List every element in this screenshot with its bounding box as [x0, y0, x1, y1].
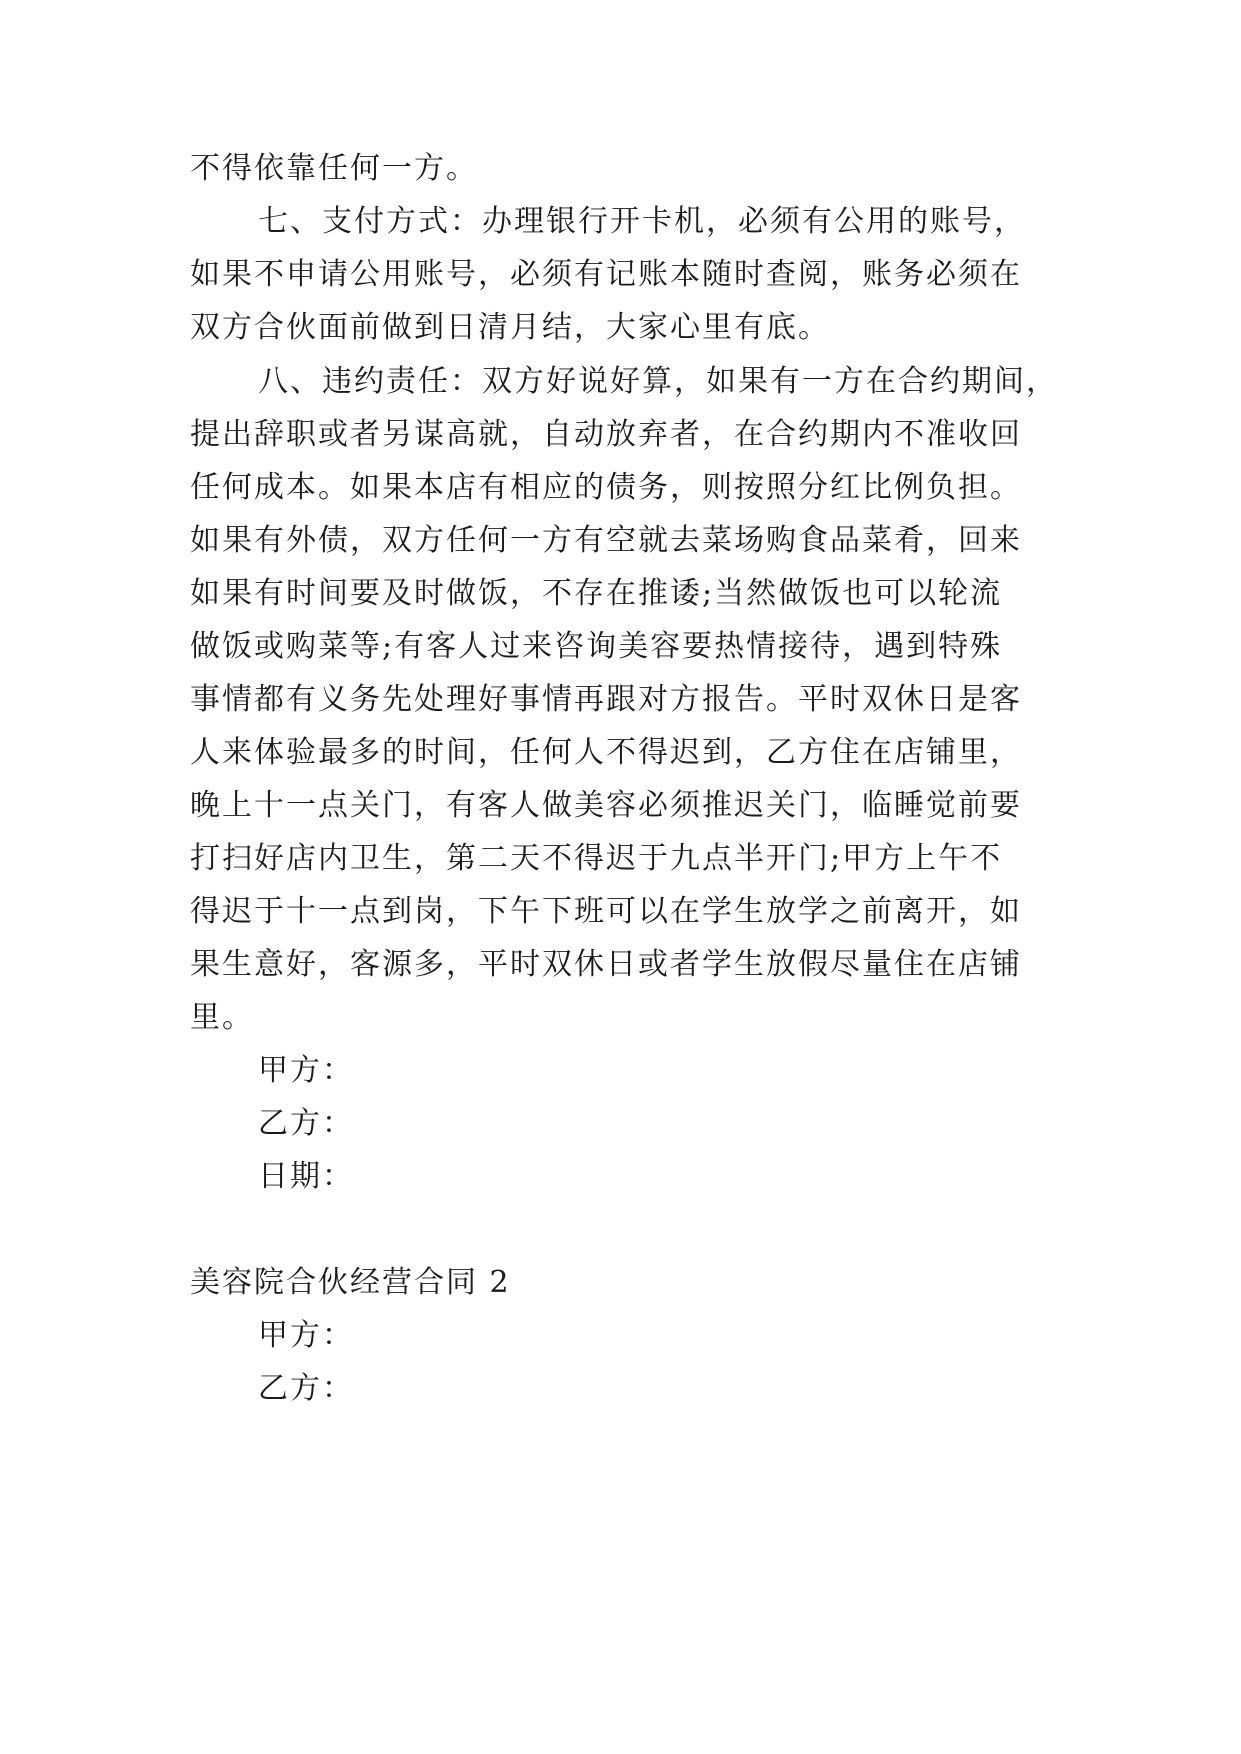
paragraph-line: 做饭或购菜等;有客人过来咨询美容要热情接待，遇到特殊	[190, 629, 1003, 664]
contract-2-party-a-label: 甲方：	[258, 1318, 354, 1353]
paragraph-line: 得迟于十一点到岗，下午下班可以在学生放学之前离开，如	[190, 894, 1022, 929]
paragraph-line: 果生意好，客源多，平时双休日或者学生放假尽量住在店铺	[190, 947, 1022, 982]
paragraph-line: 如果不申请公用账号，必须有记账本随时查阅，账务必须在	[190, 257, 1022, 292]
party-b-signature-label: 乙方：	[258, 1106, 354, 1141]
paragraph-line: 提出辞职或者另谋高就，自动放弃者，在合约期内不准收回	[190, 417, 1022, 452]
paragraph-line: 如果有外债，双方任何一方有空就去菜场购食品菜肴，回来	[190, 523, 1022, 558]
paragraph-line: 人来体验最多的时间，任何人不得迟到，乙方住在店铺里，	[190, 735, 1022, 770]
paragraph-line: 双方合伙面前做到日清月结，大家心里有底。	[190, 310, 830, 345]
paragraph-line: 如果有时间要及时做饭，不存在推诿;当然做饭也可以轮流	[190, 576, 1003, 611]
payment-clause-line: 七、支付方式：办理银行开卡机，必须有公用的账号，	[258, 204, 1026, 239]
contract-2-party-b-label: 乙方：	[258, 1371, 354, 1406]
paragraph-line: 里。	[190, 1000, 254, 1035]
contract-2-title: 美容院合伙经营合同 2	[190, 1265, 511, 1300]
paragraph-line: 任何成本。如果本店有相应的债务，则按照分红比例负担。	[190, 470, 1022, 505]
date-label: 日期：	[258, 1159, 354, 1194]
paragraph-line: 不得依靠任何一方。	[190, 151, 478, 186]
paragraph-line: 晚上十一点关门，有客人做美容必须推迟关门，临睡觉前要	[190, 788, 1022, 823]
paragraph-line: 打扫好店内卫生，第二天不得迟于九点半开门;甲方上午不	[190, 841, 1003, 876]
paragraph-line: 事情都有义务先处理好事情再跟对方报告。平时双休日是客	[190, 682, 1022, 717]
party-a-signature-label: 甲方：	[258, 1053, 354, 1088]
breach-clause-line: 八、违约责任：双方好说好算，如果有一方在合约期间，	[258, 364, 1058, 399]
